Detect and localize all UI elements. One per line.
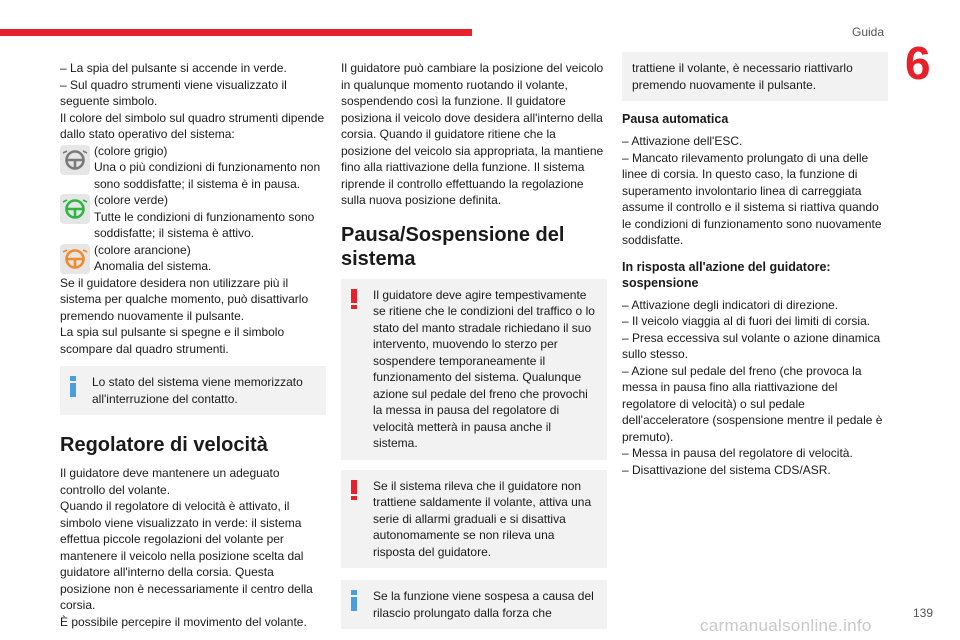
subsection-title: Pausa automatica: [622, 112, 729, 126]
status-grey-row: [60, 143, 326, 193]
paragraph: Il guidatore deve mantenere un adeguato controllo del volante. Quando il regolatore di velocità è attivato, il simbolo viene visualizzato in verde: il sistema effettua piccole regolazioni del volante per mantenere il veicolo nella posizione scelta dal guidatore all'interno della corsia. Questa posizione non è necessariamente il centro della corsia. È possibile percepire il movimento del volante.: [60, 466, 313, 629]
column-2: [341, 60, 607, 629]
steering-wheel-green-icon: [60, 194, 90, 224]
header-accent-bar: [0, 29, 472, 36]
paragraph: – La spia del pulsante si accende in verde. – Sul quadro strumenti viene visualizzato il seguente simbolo. Il colore del simbolo sul quadro strumenti dipende dallo stato operativo del sistema:: [60, 61, 325, 141]
info-text: Se la funzione viene sospesa a causa del rilascio prolungato dalla forza che: [373, 589, 594, 620]
warning-box: [341, 279, 607, 460]
info-icon: [351, 590, 357, 610]
warning-icon: [351, 480, 357, 500]
warning-box: [341, 470, 607, 569]
subsection-title: In risposta all'azione del guidatore: sospensione: [622, 259, 831, 290]
paragraph: – Attivazione degli indicatori di direzione. – Il veicolo viaggia al di fuori dei limiti di corsia. – Presa eccessiva sul volante o azione dinamica sullo stesso. – Azione sul pedale del freno (che provoca la messa in pausa fino alla riattivazione del regolatore di velocità) o sul pedale dell'acceleratore (sospensione mentre il pedale è premuto). – Messa in pausa del regolatore di velocità. – Disattivazione del sistema CDS/ASR.: [622, 297, 883, 477]
column-1: [60, 60, 326, 630]
status-green-row: [60, 192, 326, 242]
section-name: Guida: [852, 25, 885, 39]
paragraph: – Attivazione dell'ESC. – Mancato rilevamento prolungato di una delle linee di corsia. In questo caso, la funzione di superamento involontario linea di carreggiata assume il controllo e il sistema si riattiva quando le condizioni di funzionamento sono nuovamente soddisfatte.: [622, 134, 882, 247]
steering-wheel-orange-icon: [60, 244, 90, 274]
section-title: Regolatore di velocità: [60, 434, 268, 456]
status-grey-text: (colore grigio) Una o più condizioni di funzionamento non sono soddisfatte; il sistema è in pausa.: [94, 143, 321, 191]
warning-icon: [351, 289, 357, 309]
steering-wheel-grey-icon: [60, 145, 90, 175]
status-orange-row: [60, 242, 326, 275]
info-box: [60, 366, 326, 415]
warning-text: Il guidatore deve agire tempestivamente se ritiene che le condizioni del traffico o lo stato del manto stradale richiedano il suo intervento, muovendo lo sterzo per sospendere temporaneamente il funzionamento del sistema. Qualunque azione sul pedale del freno che provochi la messa in pausa del regolatore di velocità metterà in pausa anche il sistema.: [373, 287, 595, 450]
section-title: Pausa/Sospensione del sistema: [341, 223, 565, 270]
paragraph: Se il guidatore desidera non utilizzare più il sistema per qualche momento, può disattivarlo premendo nuovamente il pulsante. La spia sul pulsante si spegne e il simbolo scompare dal quadro strumenti.: [60, 275, 309, 356]
warning-text: Se il sistema rileva che il guidatore non trattiene saldamente il volante, attiva una serie di allarmi graduali e si disattiva autonomamente se non rileva una risposta del guidatore.: [373, 478, 592, 559]
info-icon: [70, 376, 76, 396]
paragraph: Il guidatore può cambiare la posizione del veicolo in qualunque momento ruotando il volante, sospendendo così la funzione. Il guidatore posiziona il veicolo dove desidera all'interno della corsia. Quando il guidatore ritiene che la posizione del veicolo sia appropriata, la mantiene fino alla riattivazione della funzione. Il sistema riprende il controllo effettuando la regolazione sulla nuova posizione definita.: [341, 61, 604, 207]
status-green-text: (colore verde) Tutte le condizioni di funzionamento sono soddisfatte; il sistema è attivo.: [94, 193, 315, 240]
column-3: [622, 52, 888, 478]
chapter-number: 6: [905, 37, 931, 89]
page-number: 139: [913, 606, 934, 620]
info-box: [341, 580, 607, 629]
status-orange-text: (colore arancione) Anomalia del sistema.: [94, 242, 212, 273]
info-box-continued: [622, 52, 888, 101]
info-text: trattiene il volante, è necessario riattivarlo premendo nuovamente il pulsante.: [632, 61, 853, 92]
watermark: carmanualsonline.info: [700, 616, 872, 635]
info-text: Lo stato del sistema viene memorizzato all'interruzione del contatto.: [92, 375, 303, 406]
